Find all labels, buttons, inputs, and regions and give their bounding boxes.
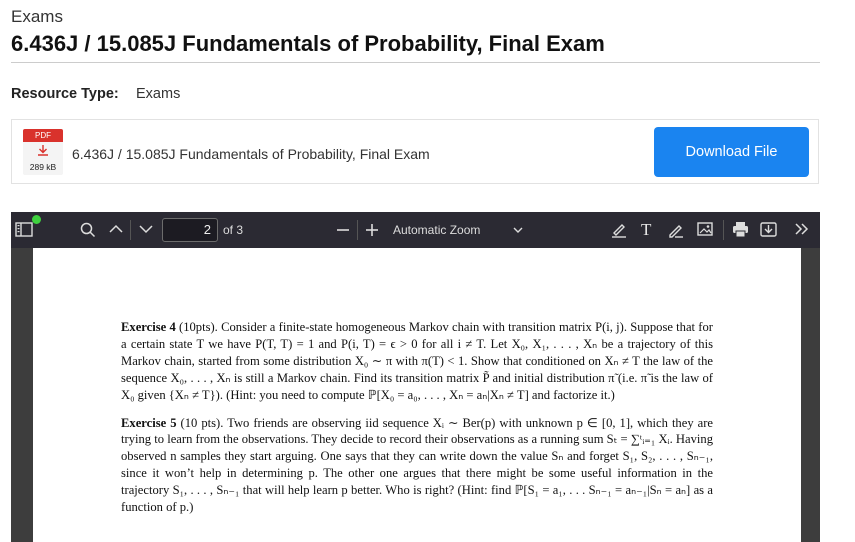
previous-page-icon[interactable] — [109, 224, 123, 234]
toolbar-separator — [130, 220, 131, 240]
status-dot — [32, 215, 41, 224]
text-tool[interactable]: T — [641, 220, 652, 239]
exercise-5-body: Two friends are observing iid sequence Xᵢ ∼ Ber(p) with unknown p ∈ [0, 1], which they are trying to learn from the observations. They decide to record their observations as a running sum Sₜ = ∑ᵗᵢ₌₁ Xᵢ. Having observed n samples they start arguing. One says that they can write down the value Sₙ and forget S₁, S₂, . . . , Sₙ₋₁, since it won’t help in determining p. The other one argues that there might be some useful information in the trajectory S₁, . . . , Sₙ₋₁ that will help learn p better. Who is right? (Hint: find ℙ[S₁ = a₁, . . . Sₙ₋₁ = aₙ₋₁|Sₙ = aₙ] as a function of p.) — [121, 415, 713, 515]
more-tools-icon[interactable] — [794, 222, 810, 236]
zoom-in-icon[interactable] — [365, 222, 379, 238]
page-number-input[interactable]: 2 — [162, 218, 218, 242]
pdf-viewer — [11, 212, 820, 542]
pdf-page — [33, 248, 801, 542]
print-icon[interactable] — [732, 221, 749, 238]
resource-type-label: Resource Type: — [11, 86, 119, 102]
page-title: 6.436J / 15.085J Fundamentals of Probability, Final Exam — [11, 31, 605, 56]
page-count: of 3 — [223, 223, 244, 237]
image-icon[interactable] — [697, 221, 713, 237]
title-divider — [11, 62, 820, 63]
chevron-down-icon — [513, 218, 523, 252]
exercise-4-points: (10pts). — [175, 320, 218, 334]
breadcrumb[interactable]: Exams — [11, 7, 63, 26]
highlight-icon[interactable] — [611, 221, 627, 239]
exercise-5-heading: Exercise 5 — [121, 415, 177, 430]
next-page-icon[interactable] — [139, 224, 153, 234]
download-file-button[interactable]: Download File — [654, 127, 809, 177]
exercise-4-body: Consider a finite-state homogeneous Markov chain with transition matrix P(i, j). Suppose that for a certain state T we have P(T, T) = 1 and P(i, T) = ϵ > 0 for all i ≠ T. Let X₀, X₁, . . . , Xₙ be a trajectory of this Markov chain, started from some distribution X₀ ∼ π with π(T) < 1. Show that conditioned on Xₙ ≠ T the law of the sequence X₀, . . . , Xₙ is still a Markov chain. Find its transition matrix P̃ and initial distribution π̃ (i.e. π̃ is the law of X₀ given {Xₙ ≠ T}). (Hint: you need to compute ℙ[X₀ = a₀, . . . , Xₙ = aₙ|Xₙ ≠ T] and factorize it.) — [121, 320, 713, 402]
sidebar-toggle-icon[interactable] — [15, 220, 35, 238]
file-name[interactable]: 6.436J / 15.085J Fundamentals of Probability, Final Exam — [72, 146, 430, 162]
pdf-file-icon — [23, 129, 63, 175]
zoom-select[interactable] — [385, 218, 529, 242]
zoom-out-icon[interactable] — [336, 222, 350, 238]
save-icon[interactable] — [760, 221, 777, 238]
exercise-5-points: (10 pts). — [176, 415, 224, 430]
draw-icon[interactable] — [667, 221, 685, 239]
pdf-toolbar — [11, 212, 820, 248]
search-icon[interactable] — [80, 222, 96, 238]
file-size: 289 kB — [29, 162, 57, 172]
zoom-select-value: Automatic Zoom — [393, 223, 481, 237]
exercise-5 — [121, 415, 713, 516]
toolbar-separator — [357, 220, 358, 240]
exercise-4-heading: Exercise 4 — [121, 320, 176, 334]
toolbar-separator — [723, 220, 724, 240]
page-text — [121, 319, 713, 527]
download-arrow-icon — [37, 145, 49, 159]
pdf-type-tag: PDF — [23, 129, 63, 142]
exercise-4 — [121, 319, 713, 404]
resource-type-value[interactable]: Exams — [136, 86, 181, 102]
